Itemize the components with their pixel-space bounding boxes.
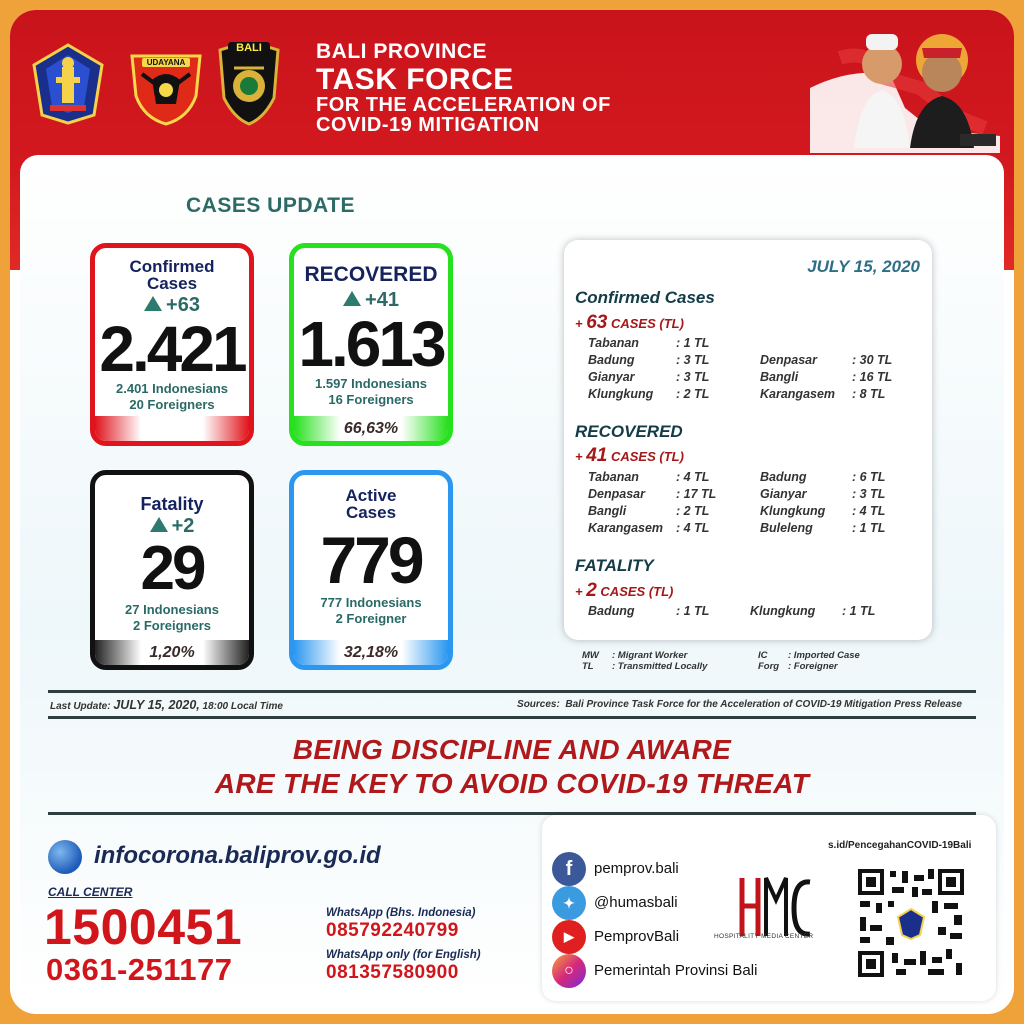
facebook-icon: f [552, 852, 586, 886]
facebook-handle[interactable]: pemprov.bali [594, 860, 679, 877]
legend-mw-value: : Migrant Worker [612, 650, 688, 661]
region-name: Bangli [760, 370, 799, 384]
bali-province-emblem-icon [32, 43, 104, 125]
legend-mw [582, 650, 687, 661]
plus-sign: + [575, 449, 583, 464]
recovered-foreigners: 16 Foreigners [328, 391, 414, 407]
region-row [588, 470, 709, 484]
region-row [588, 353, 709, 367]
region-value: : 17 TL [676, 487, 717, 501]
fatality-count-value: 2 [586, 580, 597, 601]
region-value: : 3 TL [676, 370, 710, 384]
region-row [588, 370, 709, 384]
udayana-military-emblem [128, 46, 204, 126]
plus-sign: + [575, 584, 583, 599]
region-value: : 4 TL [676, 521, 710, 535]
title-line-1: BALI PROVINCE [316, 40, 488, 63]
youtube-handle[interactable]: PemprovBali [594, 928, 680, 945]
legend-mw-key: MW [582, 650, 599, 661]
details-box [564, 240, 932, 640]
fatality-card [90, 470, 254, 670]
region-value: : 1 TL [852, 521, 886, 535]
whatsapp-label-2: WhatsApp only (for English) [326, 949, 481, 961]
title-line-3: FOR THE ACCELERATION OF [316, 94, 611, 116]
udayana-logo-text: UDAYANA [142, 58, 190, 67]
legend-ic-value: : Imported Case [788, 650, 860, 661]
recovered-count-value: 41 [586, 445, 608, 466]
qr-link[interactable]: s.id/PencegahanCOVID-19Bali [828, 840, 972, 851]
region-name: Denpasar [588, 487, 645, 501]
confirmed-label-2: Cases [146, 274, 198, 293]
confirmed-delta-value: +63 [166, 294, 200, 316]
region-name: Karangasem [588, 521, 664, 535]
region-name: Klungkung [588, 387, 654, 401]
infographic-frame [10, 10, 1014, 1014]
confirmed-indonesians: 2.401 Indonesians [116, 381, 228, 396]
region-value: : 4 TL [852, 504, 886, 518]
title-line-2: TASK FORCE [316, 63, 514, 96]
whatsapp-label-1: WhatsApp (Bhs. Indonesia) [326, 907, 476, 919]
region-row [760, 353, 892, 367]
details-recovered-count [575, 445, 684, 467]
fatality-count-label: CASES (TL) [600, 584, 674, 599]
twitter-handle[interactable]: @humasbali [594, 894, 678, 911]
region-value: : 3 TL [676, 353, 710, 367]
confirmed-footer [95, 416, 249, 441]
officials-portrait-image [810, 18, 1000, 153]
details-confirmed-heading: Confirmed Cases [575, 288, 715, 307]
region-row [588, 521, 709, 535]
divider-line [48, 716, 976, 719]
region-row [760, 370, 892, 384]
recovered-percentage: 66,63% [294, 416, 448, 441]
website-link[interactable]: infocorona.baliprov.go.id [94, 842, 381, 869]
instagram-icon: ○ [552, 954, 586, 988]
confirmed-foreigners: 20 Foreigners [129, 396, 215, 412]
region-value: : 1 TL [676, 336, 710, 350]
qr-code-icon[interactable] [856, 867, 966, 979]
twitter-icon: ✦ [552, 886, 586, 920]
sources-label: Sources: [517, 699, 560, 710]
up-arrow-icon [144, 296, 162, 311]
region-name: Badung [760, 470, 807, 484]
region-name: Karangasem [760, 387, 836, 401]
call-center-number-1: 1500451 [44, 899, 243, 955]
region-name: Badung [588, 604, 635, 618]
recovered-count-label: CASES (TL) [610, 449, 684, 464]
details-date: JULY 15, 2020 [807, 257, 920, 276]
fatality-delta-value: +2 [171, 515, 195, 537]
region-name: Klungkung [760, 504, 826, 518]
confirmed-count-value: 63 [586, 312, 608, 333]
details-confirmed-count [575, 312, 684, 334]
region-name: Tabanan [588, 470, 639, 484]
bali-logo-text: BALI [228, 42, 270, 54]
active-foreigners: 2 Foreigner [335, 610, 407, 626]
legend-tl [582, 661, 707, 672]
region-value: : 2 TL [676, 387, 710, 401]
region-row [588, 604, 709, 618]
hmc-caption: HOSPITALITY MEDIA CENTER [714, 933, 814, 940]
fatality-label: Fatality [140, 494, 204, 514]
recovered-label: RECOVERED [304, 263, 438, 286]
call-center-label: CALL CENTER [48, 885, 133, 899]
youtube-icon: ▶ [552, 920, 586, 954]
recovered-total: 1.613 [298, 308, 444, 380]
legend-tl-key: TL [582, 661, 594, 672]
region-row [760, 504, 885, 518]
region-value: : 1 TL [842, 604, 876, 618]
region-value: : 3 TL [852, 487, 886, 501]
region-row [760, 387, 885, 401]
legend-forg-key: Forg [758, 661, 780, 672]
recovered-indonesians: 1.597 Indonesians [315, 376, 427, 391]
region-row [760, 487, 885, 501]
region-row [588, 504, 709, 518]
region-value: : 30 TL [852, 353, 893, 367]
slogan-line-2: ARE THE KEY TO AVOID COVID-19 THREAT [214, 768, 810, 799]
details-fatality-count [575, 580, 673, 602]
globe-icon [48, 840, 82, 874]
active-percentage: 32,18% [294, 640, 448, 665]
region-name: Tabanan [588, 336, 639, 350]
region-name: Buleleng [760, 521, 813, 535]
legend-ic [758, 650, 860, 661]
region-name: Bangli [588, 504, 627, 518]
confirmed-count-label: CASES (TL) [610, 316, 684, 331]
region-row [760, 470, 885, 484]
region-row [750, 604, 875, 618]
whatsapp-number-2: 081357580900 [326, 962, 459, 983]
fatality-percentage: 1,20% [95, 640, 249, 665]
region-row [588, 387, 709, 401]
region-value: : 2 TL [676, 504, 710, 518]
last-update [50, 698, 283, 712]
legend-tl-value: : Transmitted Locally [612, 661, 708, 672]
active-total: 779 [320, 523, 422, 597]
confirmed-cases-card [90, 243, 254, 446]
region-row [588, 487, 716, 501]
whatsapp-number-1: 085792240799 [326, 920, 459, 941]
fatality-indonesians: 27 Indonesians [125, 602, 219, 617]
legend-forg [758, 661, 838, 672]
active-label-2: Cases [345, 503, 397, 522]
recovered-delta-value: +41 [365, 289, 399, 311]
legend-ic-key: IC [758, 650, 768, 661]
last-update-date: JULY 15, 2020, [113, 698, 200, 712]
confirmed-label-1: Confirmed [129, 257, 215, 276]
recovered-card [289, 243, 453, 446]
details-fatality-heading: FATALITY [575, 556, 654, 575]
region-value: : 6 TL [852, 470, 886, 484]
legend-forg-value: : Foreigner [788, 661, 838, 672]
up-arrow-icon [150, 517, 168, 532]
title-line-4: COVID-19 MITIGATION [316, 114, 540, 136]
region-name: Klungkung [750, 604, 816, 618]
confirmed-total: 2.421 [99, 313, 245, 385]
last-update-label: Last Update: [50, 701, 111, 712]
bali-police-emblem [214, 38, 284, 126]
plus-sign: + [575, 316, 583, 331]
region-name: Denpasar [760, 353, 817, 367]
sources [517, 699, 962, 710]
region-value: : 4 TL [676, 470, 710, 484]
cases-update-heading: CASES UPDATE [186, 194, 355, 217]
call-center-number-2: 0361-251177 [46, 952, 233, 987]
region-value: : 8 TL [852, 387, 886, 401]
active-label-1: Active [345, 486, 397, 505]
instagram-handle[interactable]: Pemerintah Provinsi Bali [594, 962, 758, 979]
last-update-time: 18:00 Local Time [202, 701, 283, 712]
active-indonesians: 777 Indonesians [320, 595, 422, 610]
divider-line [48, 690, 976, 693]
fatality-foreigners: 2 Foreigners [132, 617, 212, 633]
fatality-total: 29 [140, 534, 204, 603]
slogan-line-1: BEING DISCIPLINE AND AWARE [292, 734, 732, 765]
region-name: Gianyar [760, 487, 807, 501]
region-value: : 1 TL [676, 604, 710, 618]
region-row [588, 336, 709, 350]
up-arrow-icon [343, 291, 361, 306]
region-name: Gianyar [588, 370, 635, 384]
active-cases-card [289, 470, 453, 670]
sources-text: Bali Province Task Force for the Acceleration of COVID-19 Mitigation Press Release [565, 699, 962, 710]
region-value: : 16 TL [852, 370, 893, 384]
region-row [760, 521, 885, 535]
details-recovered-heading: RECOVERED [575, 422, 683, 441]
region-name: Badung [588, 353, 635, 367]
